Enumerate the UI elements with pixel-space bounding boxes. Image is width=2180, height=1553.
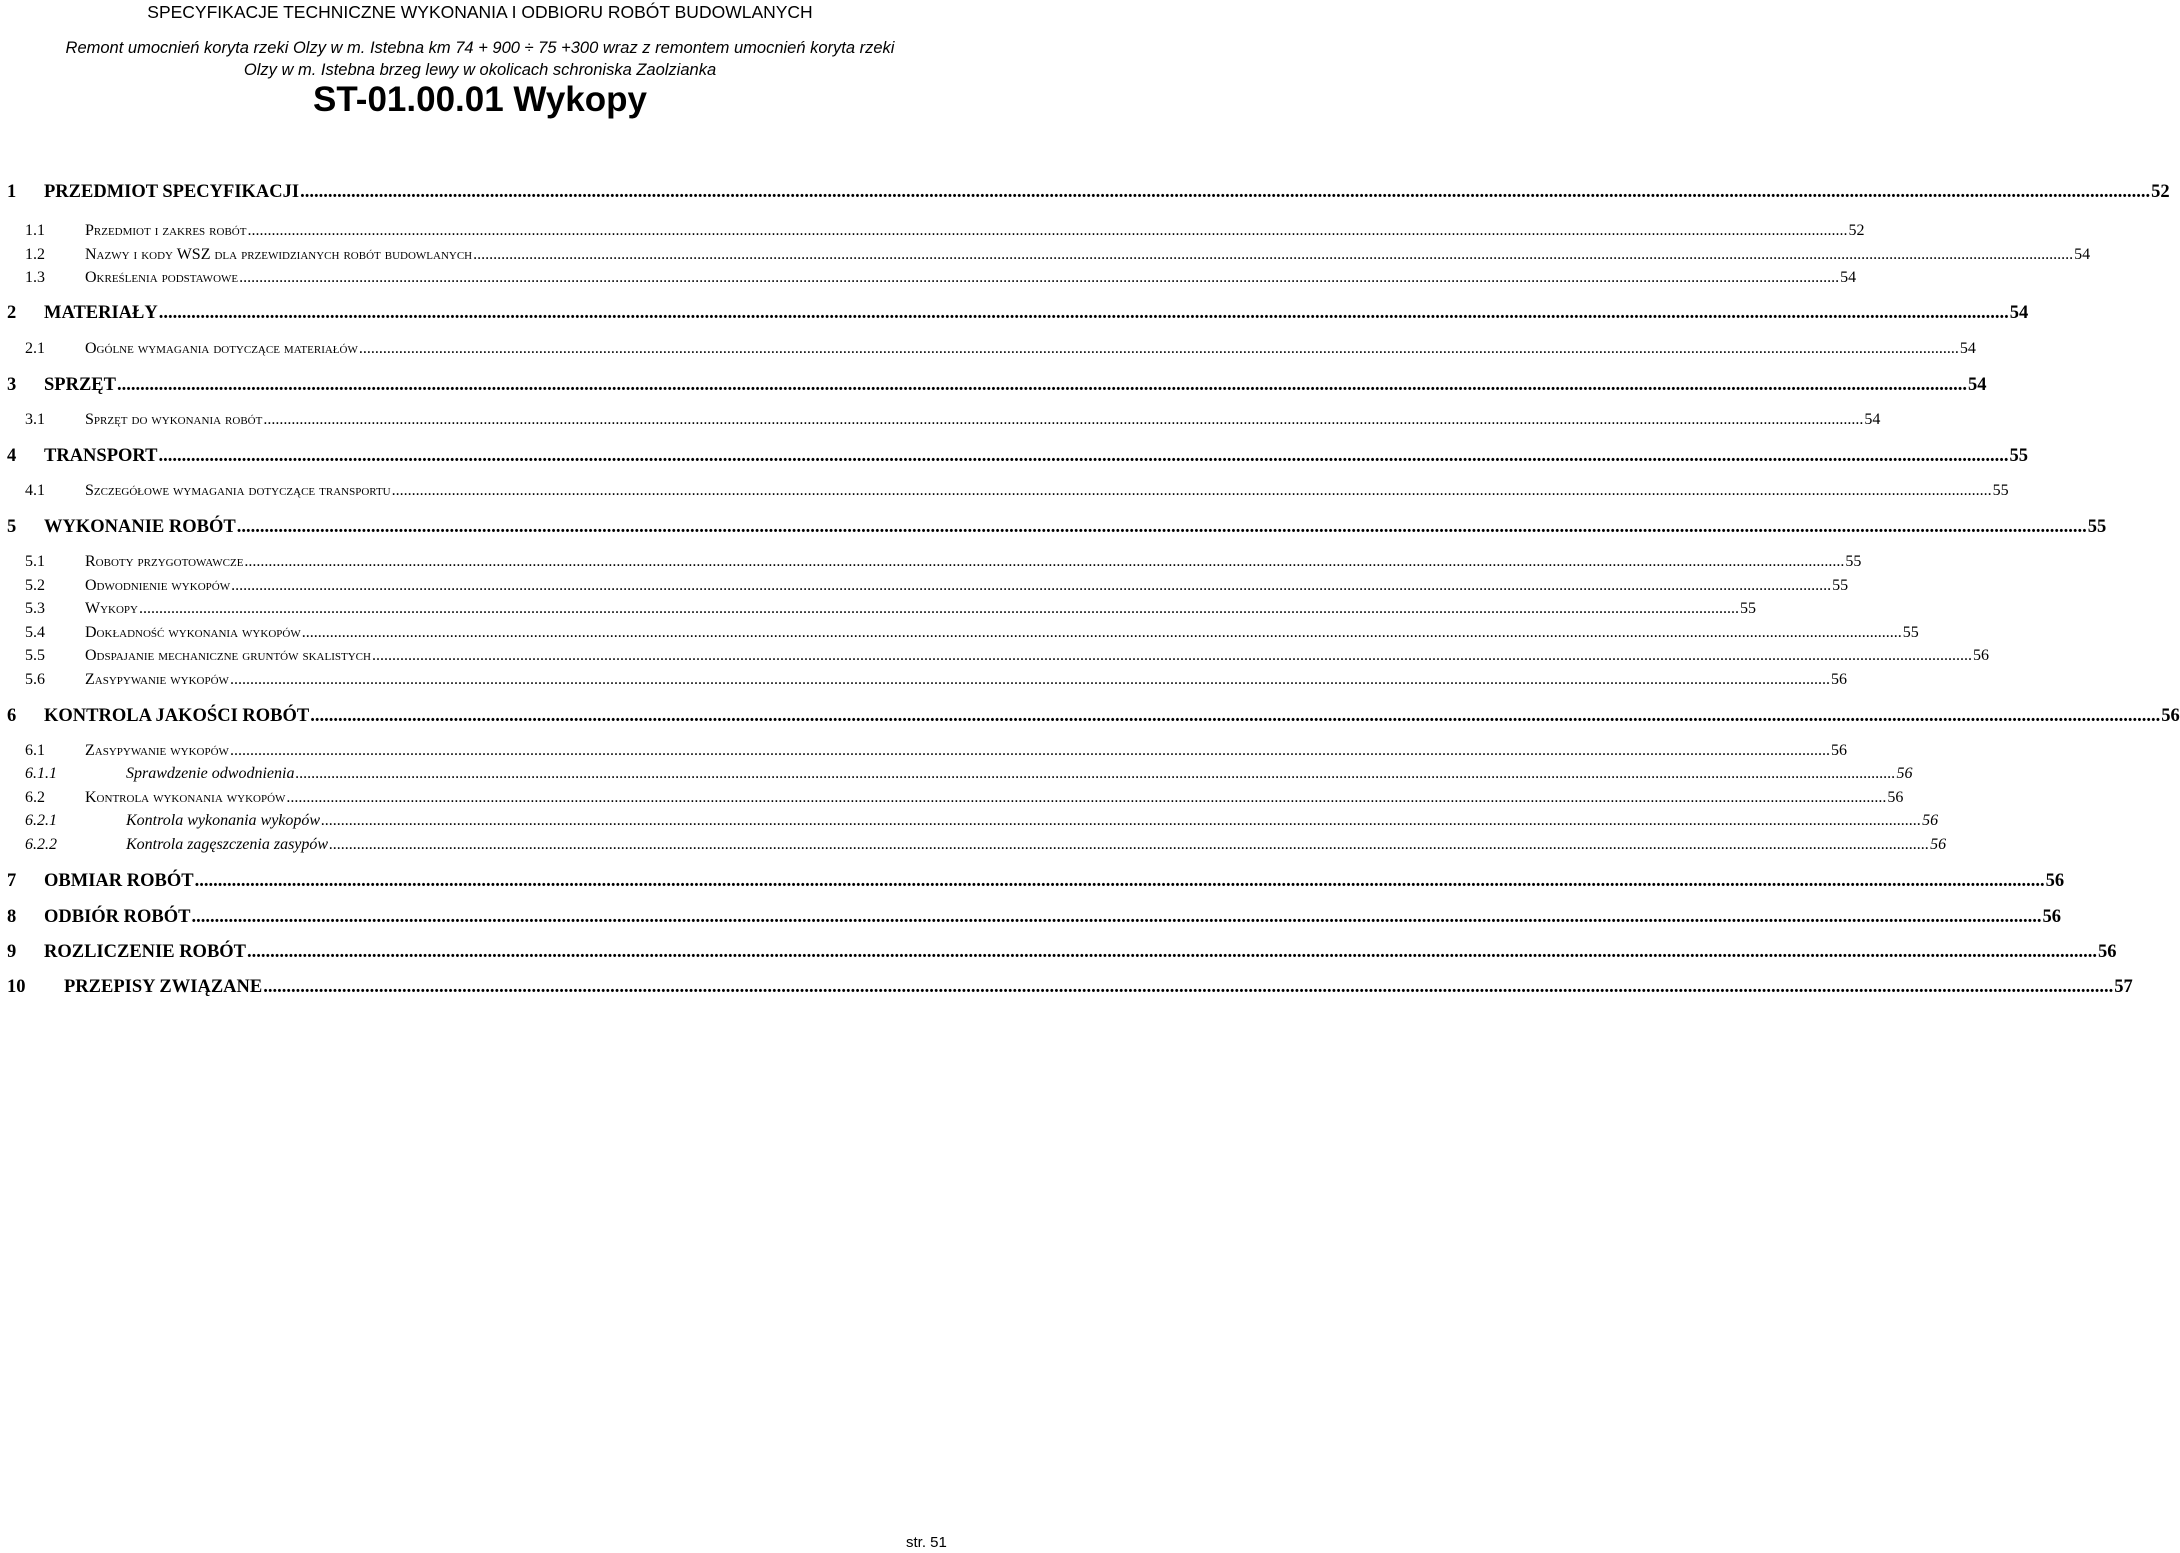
toc-entry-number: 6.1: [25, 742, 45, 759]
running-header-title: SPECYFIKACJE TECHNICZNE WYKONANIA I ODBIORU ROBÓT BUDOWLANYCH: [147, 2, 813, 22]
toc-dot-leader: ................................................................................................................................................................................................................................................................................................................................................................................................................: [295, 765, 1896, 782]
toc-entry-title: Szczegółowe wymagania dotyczące transportu: [85, 482, 391, 499]
toc-dot-leader: ................................................................................................................................................................................................................................................................................................................................................................................................................: [301, 624, 1902, 641]
toc-dot-leader: ................................................................................................................................................................................................................................................................................................................................................................................................................: [473, 246, 2074, 263]
toc-dot-leader: ................................................................................................................................................................................................................................................................................................................................................................................................................: [310, 706, 2161, 726]
toc-entry-page: 56: [1930, 836, 1947, 853]
toc-entry-title: Kontrola wykonania wykopów: [85, 789, 286, 806]
toc-entry-title: PRZEPISY ZWIĄZANE: [64, 977, 263, 997]
toc-entry-page: 54: [1959, 340, 1976, 357]
toc-dot-leader: ................................................................................................................................................................................................................................................................................................................................................................................................................: [358, 340, 1959, 357]
toc-entry-title: PRZEDMIOT SPECYFIKACJI: [44, 182, 300, 202]
toc-dot-leader: ................................................................................................................................................................................................................................................................................................................................................................................................................: [300, 182, 2151, 202]
toc-entry-page: 56: [1922, 812, 1939, 829]
toc-entry-title: KONTROLA JAKOŚCI ROBÓT: [44, 706, 310, 726]
toc-entry-number: 6.2.1: [25, 812, 57, 829]
toc-entry-page: 56: [2098, 942, 2117, 962]
toc-entry-page: 55: [1902, 624, 1919, 641]
toc-entry-title: Zasypywanie wykopów: [85, 671, 229, 688]
toc-entry-title: ODBIÓR ROBÓT: [44, 907, 191, 927]
toc-dot-leader: ................................................................................................................................................................................................................................................................................................................................................................................................................: [244, 553, 1845, 570]
toc-entry-title: Zasypywanie wykopów: [85, 742, 229, 759]
toc-entry-title: Kontrola wykonania wykopów: [126, 812, 321, 829]
toc-entry-title: Nazwy i kody WSZ dla przewidzianych robót budowlanych: [85, 246, 473, 263]
toc-entry-number: 5.5: [25, 647, 45, 664]
toc-dot-leader: ................................................................................................................................................................................................................................................................................................................................................................................................................: [229, 671, 1830, 688]
running-header-subtitle-line1: Remont umocnień koryta rzeki Olzy w m. Istebna km 74 + 900 ÷ 75 +300 wraz z remontem umocnień koryta rzeki: [65, 39, 895, 57]
toc-entry-title: Sprawdzenie odwodnienia: [126, 765, 295, 782]
toc-dot-leader: ................................................................................................................................................................................................................................................................................................................................................................................................................: [247, 222, 1848, 239]
toc-entry-number: 4.1: [25, 482, 45, 499]
toc-entry[interactable]: [0, 577, 1849, 601]
toc-entry-page: 55: [2087, 517, 2107, 537]
toc-entry-number: 5: [7, 517, 17, 537]
toc-entry-number: 9: [7, 942, 17, 962]
toc-entry[interactable]: [0, 907, 2061, 931]
toc-entry-page: 56: [2045, 871, 2065, 891]
toc-entry[interactable]: [0, 671, 1847, 695]
toc-entry-page: 55: [1845, 553, 1862, 570]
toc-entry-title: Przedmiot i zakres robót: [85, 222, 247, 239]
toc-entry[interactable]: [0, 411, 1881, 435]
toc-dot-leader: ................................................................................................................................................................................................................................................................................................................................................................................................................: [194, 871, 2045, 891]
toc-entry-number: 5.1: [25, 553, 45, 570]
toc-entry-number: 8: [7, 907, 17, 927]
toc-entry-title: OBMIAR ROBÓT: [44, 871, 194, 891]
toc-dot-leader: ................................................................................................................................................................................................................................................................................................................................................................................................................: [158, 303, 2009, 323]
toc-dot-leader: ................................................................................................................................................................................................................................................................................................................................................................................................................: [231, 577, 1832, 594]
toc-entry-number: 6.2.2: [25, 836, 57, 853]
toc-entry-title: SPRZĘT: [44, 375, 116, 395]
toc-entry-number: 1.1: [25, 222, 45, 239]
toc-dot-leader: ................................................................................................................................................................................................................................................................................................................................................................................................................: [236, 517, 2087, 537]
toc-entry-number: 3.1: [25, 411, 45, 428]
toc-dot-leader: ................................................................................................................................................................................................................................................................................................................................................................................................................: [371, 647, 1972, 664]
toc-entry-page: 54: [1840, 269, 1857, 286]
toc-entry[interactable]: [0, 222, 1865, 246]
toc-entry-page: 55: [2009, 446, 2028, 466]
toc-entry-title: Odspajanie mechaniczne gruntów skalistych: [85, 647, 371, 664]
toc-entry-number: 1.2: [25, 246, 45, 263]
toc-entry-number: 2.1: [25, 340, 45, 357]
toc-entry[interactable]: [0, 765, 1913, 789]
toc-entry[interactable]: [0, 269, 1857, 293]
toc-entry[interactable]: [0, 182, 2170, 206]
toc-entry[interactable]: [0, 446, 2028, 470]
toc-dot-leader: ................................................................................................................................................................................................................................................................................................................................................................................................................: [391, 482, 1992, 499]
toc-dot-leader: ................................................................................................................................................................................................................................................................................................................................................................................................................: [329, 836, 1930, 853]
toc-entry-page: 55: [1992, 482, 2009, 499]
toc-entry-number: 2: [7, 303, 17, 323]
toc-entry[interactable]: [0, 706, 2180, 730]
toc-entry[interactable]: [0, 375, 1987, 399]
toc-dot-leader: ................................................................................................................................................................................................................................................................................................................................................................................................................: [158, 446, 2009, 466]
toc-entry-page: 55: [1832, 577, 1849, 594]
toc-entry[interactable]: [0, 303, 2029, 327]
toc-entry-page: 56: [1896, 765, 1913, 782]
toc-entry-title: Kontrola zagęszczenia zasypów: [126, 836, 329, 853]
toc-dot-leader: ................................................................................................................................................................................................................................................................................................................................................................................................................: [116, 375, 1967, 395]
toc-entry-page: 55: [1740, 600, 1756, 617]
toc-entry[interactable]: [0, 624, 1919, 648]
toc-dot-leader: ................................................................................................................................................................................................................................................................................................................................................................................................................: [263, 411, 1864, 428]
toc-entry-number: 3: [7, 375, 17, 395]
toc-entry-page: 57: [2114, 977, 2133, 997]
toc-entry[interactable]: [0, 647, 1989, 671]
toc-entry-number: 1.3: [25, 269, 45, 286]
toc-entry-title: TRANSPORT: [44, 446, 158, 466]
toc-entry[interactable]: [0, 600, 1756, 624]
toc-entry-number: 4: [7, 446, 17, 466]
toc-entry-title: Odwodnienie wykopów: [85, 577, 231, 594]
toc-entry[interactable]: [0, 742, 1847, 766]
toc-entry-number: 6: [7, 706, 17, 726]
toc-entry-title: WYKONANIE ROBÓT: [44, 517, 236, 537]
toc-entry-page: 54: [1967, 375, 1987, 395]
toc-entry-number: 1: [7, 182, 17, 202]
toc-entry-title: Dokładność wykonania wykopów: [85, 624, 301, 641]
toc-entry-title: Roboty przygotowawcze: [85, 553, 244, 570]
toc-entry[interactable]: [0, 517, 2107, 541]
toc-entry-page: 56: [1887, 789, 1904, 806]
toc-dot-leader: ................................................................................................................................................................................................................................................................................................................................................................................................................: [321, 812, 1922, 829]
toc-entry-title: MATERIAŁY: [44, 303, 158, 323]
toc-entry-number: 6.2: [25, 789, 45, 806]
toc-entry-number: 7: [7, 871, 17, 891]
toc-entry-title: Wykopy: [85, 600, 138, 617]
toc-entry[interactable]: [0, 789, 1904, 813]
toc-entry-title: Ogólne wymagania dotyczące materiałów: [85, 340, 358, 357]
toc-entry-number: 5.4: [25, 624, 45, 641]
toc-entry-page: 56: [1972, 647, 1989, 664]
toc-entry-page: 54: [1864, 411, 1881, 428]
toc-entry[interactable]: [0, 246, 2091, 270]
toc-entry-page: 56: [1830, 671, 1847, 688]
toc-entry[interactable]: [0, 812, 1939, 836]
toc-entry-page: 56: [1830, 742, 1847, 759]
toc-dot-leader: ................................................................................................................................................................................................................................................................................................................................................................................................................: [239, 269, 1840, 286]
toc-dot-leader: ................................................................................................................................................................................................................................................................................................................................................................................................................: [229, 742, 1830, 759]
toc-entry[interactable]: [0, 942, 2117, 966]
document-title: ST-01.00.01 Wykopy: [313, 80, 647, 119]
toc-entry[interactable]: [0, 340, 1976, 364]
toc-entry-number: 5.2: [25, 577, 45, 594]
toc-entry-number: 5.6: [25, 671, 45, 688]
toc-entry-title: ROZLICZENIE ROBÓT: [44, 942, 247, 962]
toc-entry-title: Sprzęt do wykonania robót: [85, 411, 263, 428]
toc-entry-page: 54: [2074, 246, 2091, 263]
toc-dot-leader: ................................................................................................................................................................................................................................................................................................................................................................................................................: [263, 977, 2114, 997]
toc-entry[interactable]: [0, 977, 2133, 1001]
toc-entry[interactable]: [0, 871, 2065, 895]
toc-dot-leader: ................................................................................................................................................................................................................................................................................................................................................................................................................: [247, 942, 2098, 962]
toc-entry-title: Określenia podstawowe: [85, 269, 239, 286]
toc-entry-page: 56: [2161, 706, 2180, 726]
toc-entry[interactable]: [0, 482, 2009, 506]
toc-entry-number: 5.3: [25, 600, 45, 617]
toc-entry-page: 52: [2151, 182, 2170, 202]
toc-entry-number: 6.1.1: [25, 765, 57, 782]
toc-dot-leader: ................................................................................................................................................................................................................................................................................................................................................................................................................: [191, 907, 2042, 927]
toc-dot-leader: ................................................................................................................................................................................................................................................................................................................................................................................................................: [286, 789, 1887, 806]
toc-entry[interactable]: [0, 836, 1947, 860]
toc-entry[interactable]: [0, 553, 1862, 577]
toc-entry-number: 10: [7, 977, 26, 997]
toc-entry-page: 56: [2042, 907, 2061, 927]
running-header-subtitle-line2: Olzy w m. Istebna brzeg lewy w okolicach schroniska Zaolzianka: [243, 61, 717, 79]
toc-entry-page: 54: [2009, 303, 2029, 323]
toc-dot-leader: ................................................................................................................................................................................................................................................................................................................................................................................................................: [139, 600, 1739, 617]
toc-entry-page: 52: [1848, 222, 1865, 239]
page-number: str. 51: [906, 1534, 947, 1551]
